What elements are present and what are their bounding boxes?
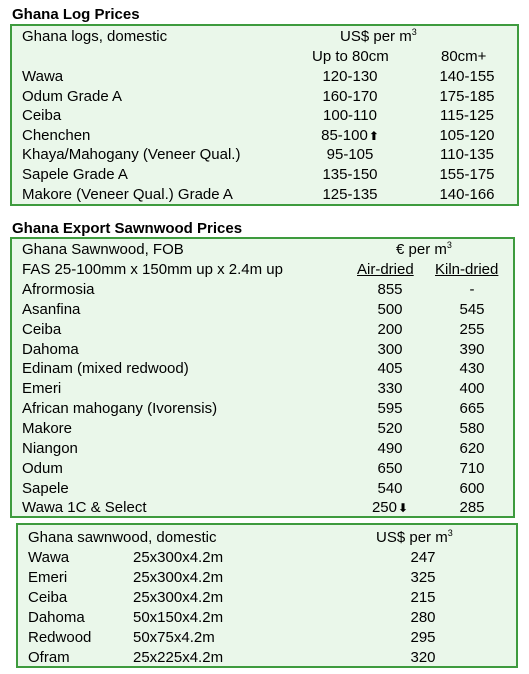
export-col-kiln-dried: Kiln-dried [435, 261, 499, 278]
table-row [12, 106, 517, 126]
export-unit: € per $m^3$ [396, 240, 452, 258]
price-80cm-plus: 115-125 [440, 107, 494, 125]
price-up-to-80cm: 100-110 [323, 107, 377, 125]
dimensions: 25x300x4.2m [133, 568, 224, 586]
species-name: Ceiba [22, 107, 62, 125]
log-prices-title: Ghana Log Prices [12, 6, 140, 23]
price-air-dried: 650 [377, 459, 403, 477]
domestic-table-label: Ghana sawnwood, domestic [28, 529, 217, 546]
table-row [12, 300, 513, 320]
dimensions: 25x300x4.2m [133, 549, 224, 566]
species-name: Redwood [28, 628, 92, 646]
table-row [12, 498, 513, 518]
table-row [12, 439, 513, 459]
price-kiln-dried: 545 [459, 300, 485, 318]
species-name: Dahoma [28, 608, 85, 626]
export-col-air-dried: Air-dried [357, 261, 414, 278]
arrow-down-icon: ⬇ [397, 501, 409, 516]
log-header-row [12, 27, 517, 47]
price-usd: 247 [410, 549, 436, 566]
price-usd: 320 [410, 648, 436, 666]
species-name: Emeri [28, 568, 68, 586]
export-spec: FAS 25-100mm x 150mm up x 2.4m up [22, 261, 283, 278]
table-row [12, 379, 513, 399]
species-name: Ceiba [28, 588, 68, 606]
table-row [12, 280, 513, 300]
dimensions: 50x150x4.2m [133, 608, 224, 626]
export-sawnwood-title: Ghana Export Sawnwood Prices [12, 220, 243, 237]
species-name: Makore [22, 419, 73, 437]
export-header-row [12, 240, 513, 260]
price-kiln-dried: 430 [459, 360, 485, 378]
price-80cm-plus: 105-120 [439, 126, 495, 144]
species-name: Odum Grade A [22, 87, 123, 105]
price-air-dried: 520 [377, 419, 403, 437]
price-up-to-80cm: 95-105 [326, 146, 374, 164]
table-row [18, 568, 516, 588]
price-kiln-dried: 390 [459, 340, 485, 358]
price-80cm-plus: 140-166 [439, 185, 495, 203]
price-usd: 280 [410, 608, 436, 626]
species-name: Afrormosia [22, 281, 95, 298]
price-up-to-80cm: 120-130 [322, 68, 378, 85]
species-name: Ceiba [22, 320, 62, 338]
species-name: Khaya/Mahogany (Veneer Qual.) [22, 146, 241, 164]
price-air-dried: 540 [377, 479, 403, 497]
arrow-up-icon: ⬆ [368, 128, 379, 143]
table-row [12, 87, 517, 107]
species-name: Makore (Veneer Qual.) Grade A [22, 185, 233, 203]
log-unit: US$ per $m^3$ [340, 27, 417, 45]
species-name: Niangon [22, 439, 78, 457]
price-kiln-dried: 710 [459, 459, 485, 477]
log-table-label: Ghana logs, domestic [22, 28, 168, 45]
table-row [12, 145, 517, 165]
species-name: Odum [22, 459, 63, 477]
price-air-dried: 330 [377, 380, 403, 398]
table-row [12, 479, 513, 499]
domestic-sawnwood-table [16, 523, 518, 668]
price-kiln-dried: 620 [459, 439, 485, 457]
table-row [18, 648, 516, 668]
species-name: Chenchen [22, 126, 91, 144]
species-name: Emeri [22, 380, 62, 398]
price-air-dried: 200 [377, 320, 403, 338]
price-air-dried: 855 [377, 281, 403, 298]
table-row [12, 320, 513, 340]
table-row [12, 340, 513, 360]
price-kiln-dried: 400 [459, 380, 485, 398]
price-air-dried: 500 [377, 300, 403, 318]
species-name: Edinam (mixed redwood) [22, 360, 189, 378]
log-col-80cm-plus: 80cm+ [441, 48, 487, 65]
species-name: Ofram [28, 648, 70, 666]
price-usd: 215 [410, 588, 436, 606]
table-row [12, 185, 517, 205]
price-air-dried: 300 [377, 340, 403, 358]
price-80cm-plus: 175-185 [439, 87, 495, 105]
price-kiln-dried: - [469, 281, 475, 298]
table-row [18, 628, 516, 648]
price-kiln-dried: 285 [459, 499, 485, 517]
price-80cm-plus: 140-155 [439, 68, 495, 85]
price-usd: 325 [410, 568, 436, 586]
price-air-dried: 490 [377, 439, 403, 457]
price-kiln-dried: 600 [459, 479, 485, 497]
table-row [18, 548, 516, 568]
price-usd: 295 [410, 628, 436, 646]
log-col-up-to-80cm: Up to 80cm [312, 48, 389, 65]
table-row [12, 459, 513, 479]
price-kiln-dried: 255 [459, 320, 485, 338]
table-row [18, 588, 516, 608]
species-name: Dahoma [22, 340, 79, 358]
dimensions: 25x300x4.2m [133, 588, 224, 606]
species-name: Wawa 1C & Select [22, 499, 147, 517]
log-prices-table [10, 24, 519, 206]
table-row [12, 419, 513, 439]
price-air-dried: 405 [377, 360, 403, 378]
dimensions: 50x75x4.2m [133, 628, 215, 646]
domestic-header-row [18, 528, 516, 548]
price-up-to-80cm: 125-135 [322, 185, 378, 203]
price-80cm-plus: 110-135 [440, 146, 494, 164]
domestic-unit: US$ per $m^3$ [376, 528, 453, 546]
table-row [12, 67, 517, 87]
export-sawnwood-table [10, 237, 515, 518]
dimensions: 25x225x4.2m [133, 648, 224, 666]
table-row [12, 165, 517, 185]
price-kiln-dried: 580 [459, 419, 485, 437]
species-name: Wawa [28, 549, 70, 566]
species-name: Wawa [22, 68, 64, 85]
table-row [12, 126, 517, 146]
table-row [18, 608, 516, 628]
price-80cm-plus: 155-175 [439, 166, 495, 183]
price-kiln-dried: 665 [459, 400, 485, 418]
export-spec-row [12, 260, 513, 280]
species-name: Sapele [22, 479, 69, 497]
price-up-to-80cm: 85-100⬆ [321, 126, 379, 144]
price-up-to-80cm: 160-170 [322, 87, 378, 105]
export-table-label: Ghana Sawnwood, FOB [22, 241, 184, 258]
species-name: Sapele Grade A [22, 166, 128, 183]
price-air-dried: 595 [377, 400, 403, 418]
price-up-to-80cm: 135-150 [322, 166, 378, 183]
table-row [12, 359, 513, 379]
species-name: Asanfina [22, 300, 81, 318]
log-column-header-row [12, 47, 517, 67]
table-row [12, 399, 513, 419]
price-air-dried: 250⬇ [371, 499, 409, 517]
species-name: African mahogany (Ivorensis) [22, 400, 218, 418]
